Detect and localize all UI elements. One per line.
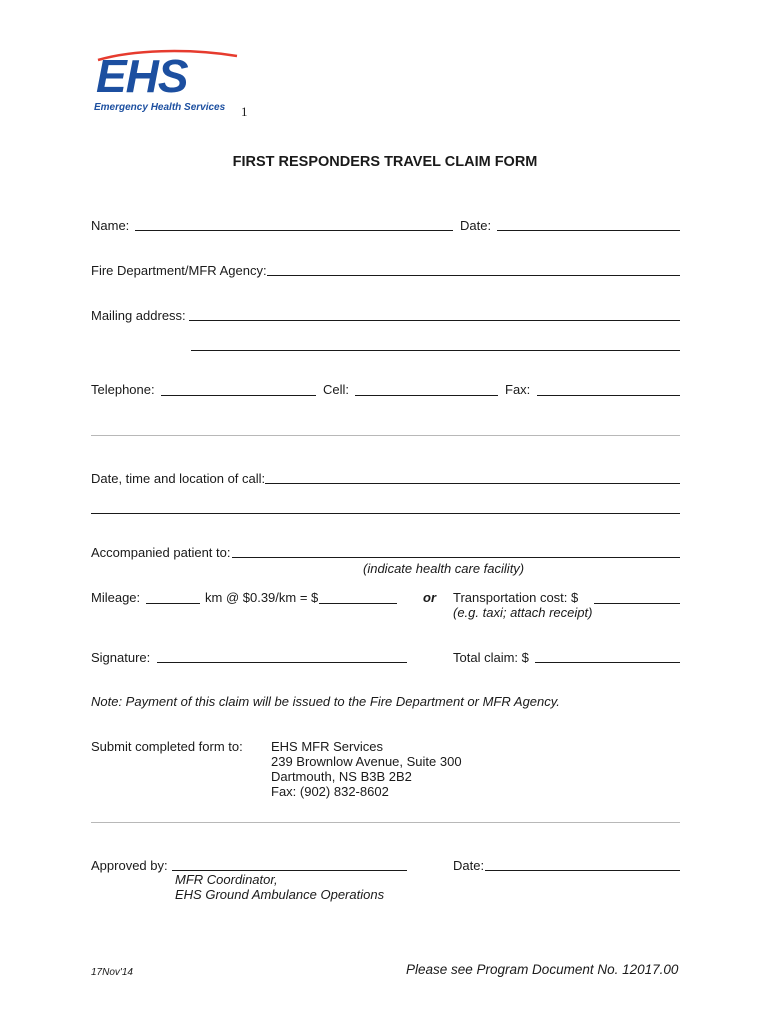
submit-label: Submit completed form to:: [91, 739, 243, 754]
logo-tagline: Emergency Health Services: [94, 102, 226, 113]
accompanied-label: Accompanied patient to:: [91, 545, 231, 560]
fax-field[interactable]: [537, 395, 680, 396]
page-marker: 1: [241, 104, 248, 119]
footer-version: 17Nov'14: [91, 967, 133, 978]
ehs-logo-mark: [92, 46, 242, 108]
name-field[interactable]: [135, 230, 453, 231]
submit-line-4: Fax: (902) 832-8602: [271, 784, 389, 799]
total-label: Total claim: $: [453, 650, 529, 665]
section-divider-1: [91, 435, 680, 436]
agency-field[interactable]: [267, 275, 680, 276]
mailing-field-1[interactable]: [189, 320, 680, 321]
mileage-rate: km @ $0.39/km = $: [205, 590, 319, 605]
ehs-logo: [92, 46, 242, 108]
signature-field[interactable]: [157, 662, 407, 663]
total-field[interactable]: [535, 662, 680, 663]
agency-label: Fire Department/MFR Agency:: [91, 263, 267, 278]
approval-date-label: Date:: [453, 858, 485, 873]
transport-field[interactable]: [594, 603, 680, 604]
approval-role-1: MFR Coordinator,: [175, 872, 278, 887]
date-label: Date:: [460, 218, 492, 233]
accompanied-hint: (indicate health care facility): [363, 561, 525, 576]
mileage-km-field[interactable]: [146, 603, 200, 604]
fax-label: Fax:: [505, 382, 531, 397]
mileage-amount-field[interactable]: [319, 603, 397, 604]
accompanied-field[interactable]: [232, 557, 680, 558]
transport-label: Transportation cost: $: [453, 590, 579, 605]
telephone-label: Telephone:: [91, 382, 155, 397]
mailing-field-2[interactable]: [191, 350, 680, 351]
svg-text:EHS: EHS: [96, 50, 188, 102]
approval-role-2: EHS Ground Ambulance Operations: [175, 887, 385, 902]
submit-line-1: EHS MFR Services: [271, 739, 383, 754]
cell-label: Cell:: [323, 382, 350, 397]
name-label: Name:: [91, 218, 130, 233]
mailing-label: Mailing address:: [91, 308, 186, 323]
cell-field[interactable]: [355, 395, 498, 396]
payment-note: Note: Payment of this claim will be issued to the Fire Department or MFR Agency.: [91, 694, 560, 709]
submit-line-2: 239 Brownlow Avenue, Suite 300: [271, 754, 462, 769]
mileage-label: Mileage:: [91, 590, 141, 605]
call-label: Date, time and location of call:: [91, 471, 266, 486]
telephone-field[interactable]: [161, 395, 316, 396]
footer-reference: Please see Program Document No. 12017.00: [406, 962, 679, 977]
approval-date-field[interactable]: [485, 870, 680, 871]
approved-by-label: Approved by:: [91, 858, 168, 873]
signature-label: Signature:: [91, 650, 151, 665]
transport-hint: (e.g. taxi; attach receipt): [453, 605, 593, 620]
section-divider-2: [91, 822, 680, 823]
approved-by-field[interactable]: [172, 870, 407, 871]
call-field-1[interactable]: [265, 483, 680, 484]
call-field-2[interactable]: [91, 513, 680, 514]
form-title: FIRST RESPONDERS TRAVEL CLAIM FORM: [232, 154, 538, 170]
submit-line-3: Dartmouth, NS B3B 2B2: [271, 769, 412, 784]
or-label: or: [423, 590, 436, 605]
date-field[interactable]: [497, 230, 680, 231]
